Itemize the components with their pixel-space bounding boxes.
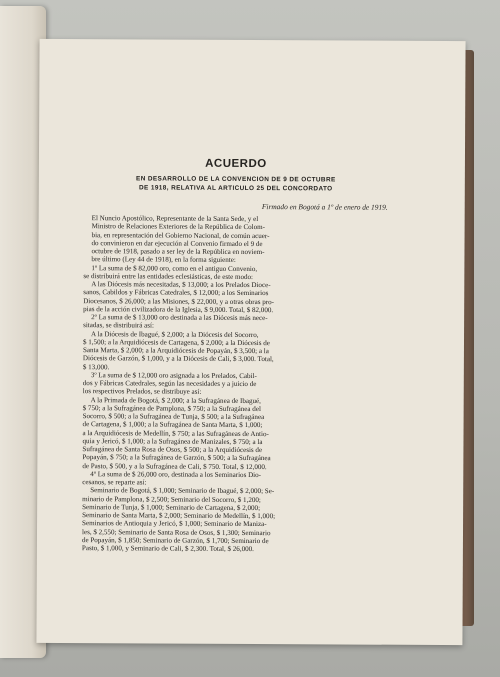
- text-line: do convinieron en dar ejecución al Convenio firmado el 9 de: [91, 238, 263, 248]
- text-line: Seminario de Santa Marta, $ 2,000; Seminario de Medellín, $ 1,000;: [82, 511, 276, 521]
- text-line: A la Primada de Bogotá, $ 2,000; a la Sufragánea de Ibagué,: [90, 395, 261, 405]
- text-line: se distribuirá entre las entidades eclesiásticas, de este modo:: [83, 271, 254, 281]
- text-line: 3º La suma de $ 12,000 oro asignada a los Prelados, Cabil-: [90, 370, 257, 380]
- text-line: Pasto, $ 1,000, y Seminario de Cali, $ 2,300. Total, $ 26,000.: [81, 544, 254, 554]
- text-line: sitadas, se distribuirá así:: [83, 321, 154, 330]
- text-line: A la Diócesis de Ibagué, $ 2,000; a la Diócesis del Socorro,: [91, 329, 259, 339]
- text-line: Popayán, $ 750; a la Sufragánea de Garzón, $ 500; a la Sufragánea: [82, 453, 271, 463]
- page-subtitle: [84, 175, 388, 194]
- dateline: Firmado en Bogotá a 1º de enero de 1919.: [261, 202, 388, 212]
- text-line: $ 13,000.: [82, 362, 110, 371]
- text-line: quia y Jericó, $ 1,000; a la Sufragánea de Manizales, $ 750; a la: [82, 436, 263, 446]
- text-line: pias de la acción civilizadora de la Iglesia, $ 9,000. Total, $ 82,000.: [83, 304, 274, 314]
- text-line: dos y Fábricas Catedrales, según las necesidades y a juicio de: [82, 379, 257, 389]
- text-line: les, $ 2,550; Seminario de Santa Rosa de Osos, $ 1,300; Seminario: [81, 527, 271, 537]
- text-line: sanos, Cabildos y Fábricas Catedrales, $ 12,000; a los Seminarios: [83, 288, 269, 298]
- text-line: de Cartagena, $ 1,000; a la Sufragánea de Santa Marta, $ 1,000;: [82, 420, 263, 430]
- text-line: de Pasto, $ 500, y a la Sufragánea de Cali, $ 750. Total, $ 12,000.: [82, 461, 267, 471]
- text-line: Seminario de Bogotá, $ 1,000; Seminario de Ibagué, $ 2,000; Se-: [90, 486, 275, 496]
- text-line: bia, en representación del Gobierno Nacional, de común acuer-: [91, 230, 270, 240]
- text-line: Socorro, $ 500; a la Sufragánea de Tunja, $ 500; a la Sufragánea: [82, 412, 265, 422]
- text-line: 1º La suma de $ 82,000 oro, como en el antiguo Convenio,: [91, 263, 258, 273]
- book-page: [36, 39, 465, 645]
- text-line: Diócesis de Garzón, $ 1,000, y a la Diócesis de Cali, $ 3,000. Total,: [82, 354, 274, 364]
- text-line: Santa Marta, $ 2,000; a la Arquidiócesis de Popayán, $ 3,500; a la: [82, 346, 269, 356]
- text-line: $ 750; a la Sufragánea de Pamplona, $ 750; a la Sufragánea del: [82, 403, 261, 413]
- subtitle-line: DE 1918, RELATIVA AL ARTICULO 25 DEL CONCORDATO: [139, 183, 333, 192]
- text-line: Seminario de Tunja, $ 1,000; Seminario de Cartagena, $ 2,000;: [82, 502, 261, 512]
- text-line: A las Diócesis más necesitadas, $ 13,000; a los Prelados Dioce-: [91, 280, 271, 290]
- text-line: El Nuncio Apostólico, Representante de la Santa Sede, y el: [91, 214, 259, 224]
- text-line: 4º La suma de $ 26,000 oro, destinada a los Seminarios Dio-: [90, 469, 262, 479]
- text-line: los respectivos Prelados, se distribuye así:: [82, 387, 202, 396]
- text-line: de Popayán, $ 1,850; Seminario de Garzón, $ 1,700; Seminario de: [81, 535, 269, 545]
- text-line: Ministro de Relaciones Exteriores de la República de Colom-: [91, 222, 266, 232]
- text-line: a la Arquidiócesis de Medellín, $ 750; a las Sufragáneas de Antio-: [82, 428, 269, 438]
- text-line: Sufragánea de Santa Rosa de Osos, $ 500; a la Arquidiócesis de: [82, 445, 263, 455]
- text-line: bre último (Ley 44 de 1918), en la forma siguiente:: [91, 255, 236, 265]
- text-line: minario de Pamplona, $ 2,500; Seminario del Socorro, $ 1,200;: [82, 494, 261, 504]
- subtitle-line: EN DESARROLLO DE LA CONVENCION DE 9 DE OCTUBRE: [136, 175, 336, 184]
- text-line: cesanos, se reparte así:: [82, 478, 147, 487]
- text-line: $ 1,500; a la Arquidiócesis de Cartagena, $ 2,000; a la Diócesis de: [82, 337, 270, 347]
- body-text: [82, 214, 388, 554]
- text-line: Seminarios de Antioquia y Jericó, $ 1,000; Seminario de Maniza-: [82, 519, 267, 529]
- text-line: octubre de 1918, pasado a ser ley de la República en noviem-: [91, 247, 265, 257]
- text-line: 2º La suma de $ 13,000 oro destinada a las Diócesis más nece-: [91, 313, 268, 323]
- page-content: [82, 157, 388, 554]
- page-title: ACUERDO: [205, 157, 267, 171]
- text-line: Diocesanos, $ 26,000; a las Misiones, $ 22,000, y a otras obras pro-: [83, 296, 275, 306]
